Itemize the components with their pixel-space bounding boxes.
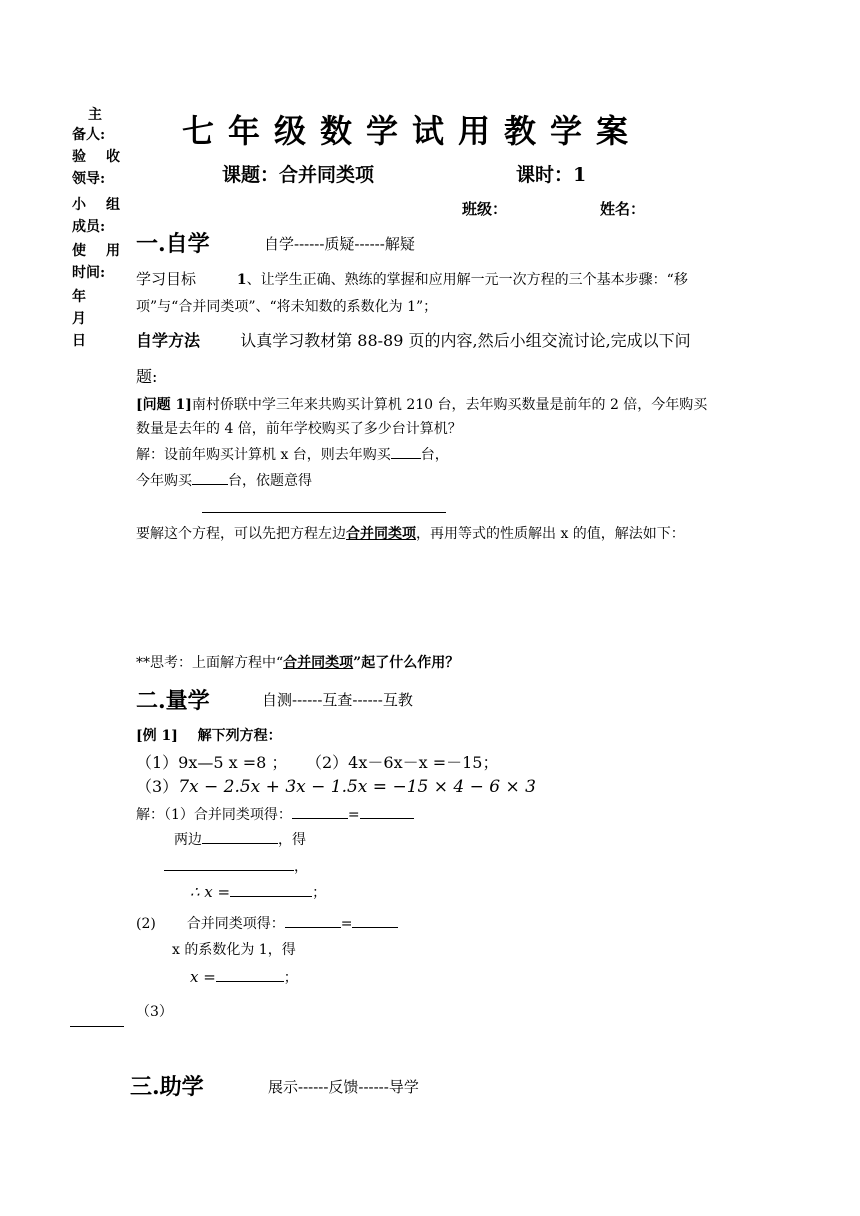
both-sides-text: 两边 [174, 832, 202, 848]
think-line [136, 652, 459, 672]
method-text-1: 认真学习教材第 88-89 页的内容,然后小组交流讨论,完成以下问 [240, 331, 691, 350]
sidebar-label-preparer: 备人: [72, 127, 106, 143]
goal-line-1 [136, 268, 688, 289]
therefore-x-equals: ∴ x = [190, 883, 231, 901]
answer-1-result-blank[interactable] [164, 856, 294, 871]
sidebar-label-main: 主 [88, 107, 102, 123]
answer-1-therefore-line [190, 882, 326, 902]
solution-line-1 [136, 444, 449, 464]
sidebar-label-check-b: 收 [106, 149, 120, 165]
answer-1-x-blank[interactable] [230, 882, 312, 897]
section-2-subtitle: 自测------互查------互教 [262, 691, 413, 709]
blank-last-year[interactable] [391, 444, 421, 459]
question-1-text-1: 南村侨联中学三年来共购买计算机 210 台，去年购买数量是前年的 2 倍，今年购买 [191, 397, 708, 413]
answer-2-text: 合并同类项得： [186, 916, 285, 932]
solution-text-a: 解：设前年购买计算机 x 台，则去年购买 [136, 447, 391, 463]
equation-2: （2）4x－6x－x =－15； [306, 753, 499, 772]
solve-text-a: 要解这个方程，可以先把方程左边 [136, 526, 346, 542]
solution-text-b: 台， [420, 447, 449, 463]
both-sides-blank[interactable] [202, 829, 278, 844]
section-2-heading: 二.量学 [136, 688, 210, 714]
solve-underlined: 合并同类项 [346, 526, 416, 542]
section-1-subtitle: 自学------质疑------解疑 [264, 235, 415, 253]
goal-label: 学习目标 [136, 270, 197, 288]
section-3-subtitle: 展示------反馈------导学 [268, 1078, 419, 1096]
sidebar-label-group-a: 小 [72, 197, 86, 213]
answer-1-label: 解：（1）合并同类项得： [136, 807, 292, 823]
equation-blank-line[interactable] [202, 512, 446, 513]
lesson-topic: 课题：合并同类项 [222, 164, 375, 186]
method-label: 自学方法 [136, 331, 201, 350]
sidebar-label-year: 年 [72, 289, 86, 305]
answer-1-line [136, 804, 414, 824]
blank-this-year[interactable] [192, 470, 228, 485]
sidebar-label-group-b: 组 [106, 197, 120, 213]
question-1-text-2: 数量是去年的 4 倍，前年学校购买了多少台计算机？ [136, 421, 462, 437]
sidebar-label-use-b: 用 [106, 243, 120, 259]
equation-3-row [136, 774, 536, 797]
answer-2-label: (2) [136, 916, 156, 932]
think-text-b: ”起了什么作用？ [353, 655, 460, 671]
question-1-label: [问题 1] [136, 397, 192, 413]
answer-2-blank-left[interactable] [285, 913, 341, 928]
answer-2-x-equals: x = [190, 968, 216, 986]
sidebar-label-use-a: 使 [72, 243, 86, 259]
method-line-1 [136, 328, 691, 351]
answer-1-blank-left[interactable] [292, 804, 348, 819]
answer-3-blank-line[interactable] [70, 1026, 124, 1027]
solution-text-d: 台，依题意得 [228, 473, 312, 489]
sidebar-label-leader: 领导: [72, 171, 106, 187]
answer-1-equals: = [347, 807, 360, 823]
equation-1: （1）9x—5 x =8 ； [136, 753, 288, 772]
sidebar-label-day: 日 [72, 333, 86, 349]
sidebar-label-check-a: 验 [72, 149, 86, 165]
sidebar-label-month: 月 [72, 311, 86, 327]
answer-2-semicolon: ； [283, 970, 298, 986]
page-title: 七年级数学试用教学案 [182, 112, 643, 150]
solve-method-line [136, 523, 685, 543]
section-1-heading: 一.自学 [136, 231, 210, 257]
question-1-line-1 [136, 394, 707, 414]
name-label: 姓名： [600, 200, 646, 218]
solution-line-2 [136, 470, 312, 490]
solve-text-b: ，再用等式的性质解出 x 的值，解法如下： [416, 526, 685, 542]
think-underlined: 合并同类项 [283, 655, 354, 671]
answer-1-semicolon: ； [312, 885, 327, 901]
goal-text-2: 项”与“合并同类项”、“将未知数的系数化为 1”； [136, 299, 438, 315]
goal-text-1: 、让学生正确、熟练的掌握和应用解一元一次方程的三个基本步骤：“移 [246, 272, 688, 288]
answer-2-line [136, 913, 398, 933]
answer-2-blank-right[interactable] [352, 913, 398, 928]
equation-3: 7x − 2.5x + 3x − 1.5x = −15 × 4 − 6 × 3 [178, 777, 536, 797]
answer-1-both-sides [174, 829, 306, 849]
goal-number: 1 [236, 272, 247, 288]
answer-1-comma: ， [294, 859, 308, 875]
solution-text-c: 今年购买 [136, 473, 192, 489]
method-text-2: 题: [136, 367, 158, 386]
answer-3-label: （3） [136, 1004, 173, 1020]
answer-2-equals: = [340, 916, 353, 932]
lesson-period: 课时：1 [516, 164, 587, 186]
answer-2-x-line [190, 967, 298, 987]
both-sides-get: ，得 [278, 832, 306, 848]
section-3-heading: 三.助学 [130, 1074, 204, 1100]
equation-3-label: （3） [136, 777, 179, 796]
example-1-title: 解下列方程： [197, 728, 282, 744]
sidebar-label-time: 时间: [72, 265, 106, 281]
answer-1-blank-right[interactable] [360, 804, 414, 819]
answer-2-coefficient: x 的系数化为 1，得 [172, 942, 296, 958]
class-label: 班级： [462, 200, 508, 218]
example-1-label: [例 1] [136, 728, 178, 744]
example-1-header [136, 725, 282, 745]
think-text-a: **思考：上面解方程中“ [136, 655, 284, 671]
answer-1-result-line [164, 856, 308, 876]
answer-2-x-blank[interactable] [216, 967, 284, 982]
sidebar-label-members: 成员: [72, 219, 106, 235]
